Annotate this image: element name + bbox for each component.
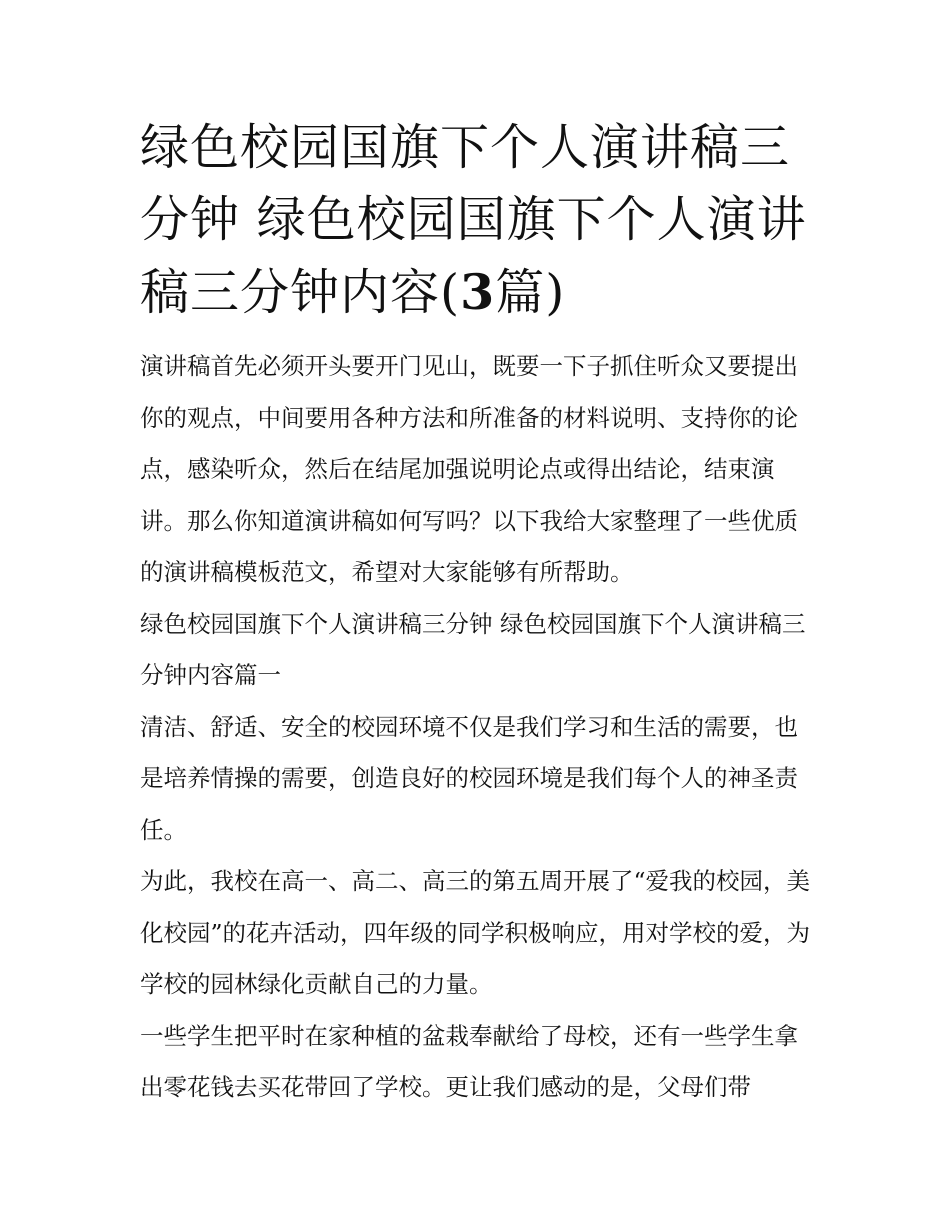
title-count: 3 <box>460 263 496 321</box>
paragraph-environment: 清洁、舒适、安全的校园环境不仅是我们学习和生活的需要，也是培养情操的需要，创造良好的校园环境是我们每个人的神圣责任。 <box>140 712 798 844</box>
paragraph-activity: 为此，我校在高一、高二、高三的第五周开展了“爱我的校园，美化校园”的花卉活动，四年级的同学积极响应，用对学校的爱，为学校的园林绿化贡献自己的力量。 <box>140 867 811 998</box>
document-title: 绿色校园国旗下个人演讲稿三分钟 绿色校园国旗下个人演讲稿三分钟内容(3篇) <box>140 119 807 321</box>
document-page <box>140 112 812 1114</box>
paragraph-intro: 演讲稿首先必须开头要开门见山，既要一下子抓住听众又要提出你的观点，中间要用各种方法和所准备的材料说明、支持你的论点，感染听众，然后在结尾加强说明论点或得出结论，结束演讲。那么你知道演讲稿如何写吗？以下我给大家整理了一些优质的演讲稿模板范文，希望对大家能够有所帮助。 <box>140 352 798 586</box>
paragraph-section-heading: 绿色校园国旗下个人演讲稿三分钟 绿色校园国旗下个人演讲稿三分钟内容篇一 <box>140 609 806 689</box>
paragraph-contribution: 一些学生把平时在家种植的盆栽奉献给了母校，还有一些学生拿出零花钱去买花带回了学校。更让我们感动的是，父母们带 <box>140 1021 798 1101</box>
